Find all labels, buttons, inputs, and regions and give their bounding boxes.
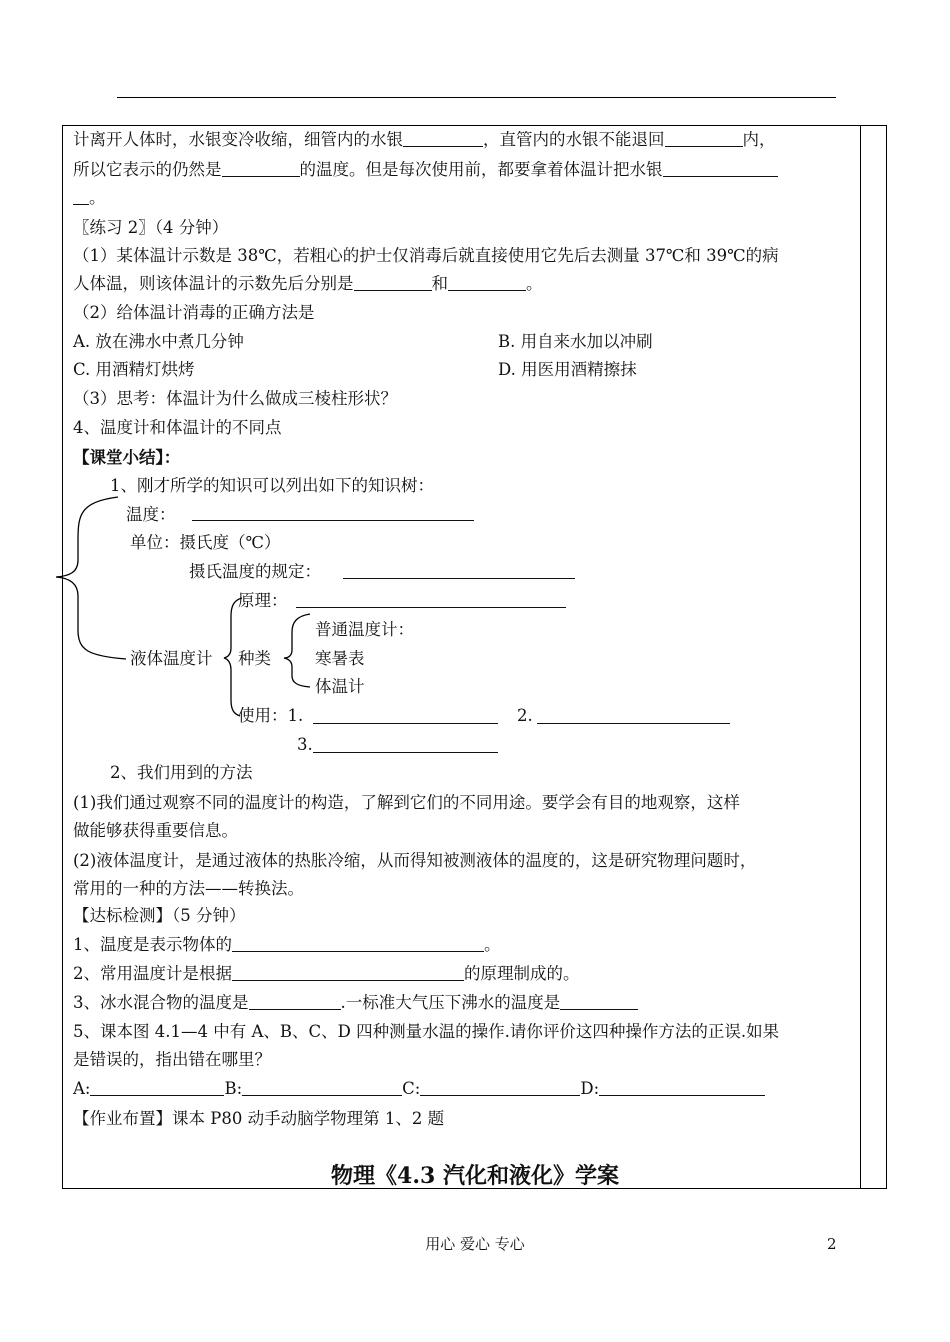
blank xyxy=(73,189,89,205)
text-line-3 xyxy=(73,188,106,208)
text: 所以它表示的仍然是 xyxy=(73,160,222,179)
tree-body-thermometer: 体温计 xyxy=(315,677,365,696)
check-2 xyxy=(73,964,580,984)
blank xyxy=(663,161,778,177)
check-5-line-2: 是错误的，指出错在哪里？ xyxy=(73,1050,271,1069)
tree-hanshu: 寒暑表 xyxy=(315,649,365,668)
text: D: xyxy=(580,1079,600,1098)
blank xyxy=(232,965,464,981)
check-heading: 【达标检测】（5 分钟） xyxy=(73,906,246,925)
text: 1、温度是表示物体的 xyxy=(73,935,232,954)
option-a: A. 放在沸水中煮几分钟 xyxy=(73,332,244,351)
blank xyxy=(242,1080,402,1096)
text: 的温度。但是每次使用前，都要拿着体温计把水银 xyxy=(299,160,663,179)
exercise-2-heading: 〖练习 2〗（4 分钟） xyxy=(73,218,229,237)
text: B: xyxy=(224,1079,243,1098)
tree-rule: 摄氏温度的规定： xyxy=(189,562,321,581)
text: 。 xyxy=(89,188,106,207)
question-1-line-1: （1）某体温计示数是 38℃，若粗心的护士仅消毒后就直接使用它先后去测量 37℃和 39℃的病 xyxy=(73,246,779,265)
text: 的原理制成的。 xyxy=(464,964,580,983)
summary-1: 1、刚才所学的知识可以列出如下的知识树： xyxy=(110,476,434,495)
text: ，直管内的水银不能退回 xyxy=(483,130,665,149)
blank xyxy=(403,131,483,147)
blank xyxy=(192,520,474,521)
blank xyxy=(90,1080,224,1096)
blank xyxy=(420,1080,580,1096)
tree-kind: 种类 xyxy=(238,649,271,668)
summary-heading: 【课堂小结】： xyxy=(73,448,181,467)
tree-use: 使用：1. xyxy=(238,706,304,725)
method-2-line-2: 常用的一种的方法——转换法。 xyxy=(73,879,304,898)
question-1-line-2 xyxy=(73,274,543,294)
text: 内， xyxy=(742,130,776,149)
blank xyxy=(296,607,566,608)
table-right-column xyxy=(860,126,861,1188)
blank xyxy=(343,578,575,579)
text: .一标准大气压下沸水的温度是 xyxy=(340,993,561,1012)
text: 2、常用温度计是根据 xyxy=(73,964,232,983)
check-5-line-1: 5、课本图 4.1—4 中有 A、B、C、D 四种测量水温的操作.请你评价这四种操作方法的正误.如果 xyxy=(73,1022,780,1041)
text: 。 xyxy=(484,935,501,954)
text: 和 xyxy=(431,274,448,293)
question-2: （2）给体温计消毒的正确方法是 xyxy=(73,303,315,322)
option-d: D. 用医用酒精擦抹 xyxy=(498,360,637,379)
text: 人体温，则该体温计的示数先后分别是 xyxy=(73,274,354,293)
check-3 xyxy=(73,993,638,1013)
tree-principle: 原理： xyxy=(238,591,288,610)
footer-motto: 用心 爱心 专心 xyxy=(425,1235,525,1253)
text-line-2 xyxy=(73,160,778,180)
question-3: （3）思考：体温计为什么做成三棱柱形状？ xyxy=(73,389,397,408)
blank xyxy=(537,723,730,724)
page-number: 2 xyxy=(827,1235,837,1253)
text-line-1 xyxy=(73,130,776,150)
point-4: 4、温度计和体温计的不同点 xyxy=(73,418,282,437)
tree-liquid-thermometer: 液体温度计 xyxy=(130,649,213,668)
tree-unit: 单位：摄氏度（℃） xyxy=(130,533,281,552)
text: 。 xyxy=(526,274,543,293)
tree-use-3: 3. xyxy=(297,735,313,754)
method-1-line-2: 做能够获得重要信息。 xyxy=(73,821,238,840)
blank xyxy=(249,994,341,1010)
blank xyxy=(599,1080,765,1096)
blank xyxy=(222,161,300,177)
option-c: C. 用酒精灯烘烤 xyxy=(73,360,195,379)
option-b: B. 用自来水加以冲刷 xyxy=(498,332,653,351)
text: 3、冰水混合物的温度是 xyxy=(73,993,249,1012)
blank xyxy=(313,752,498,753)
text: A: xyxy=(73,1079,91,1098)
check-5-answers xyxy=(73,1079,765,1099)
summary-2: 2、我们用到的方法 xyxy=(110,763,253,782)
blank xyxy=(354,275,432,291)
tree-temperature: 温度： xyxy=(126,505,176,524)
method-2-line-1: (2)液体温度计，是通过液体的热胀冷缩，从而得知被测液体的温度的，这是研究物理问题时， xyxy=(73,851,757,870)
header-rule xyxy=(117,97,836,98)
blank xyxy=(560,994,638,1010)
page-title: 物理《4.3 汽化和液化》学案 xyxy=(331,1163,619,1189)
blank xyxy=(232,936,484,952)
homework: 【作业布置】课本 P80 动手动脑学物理第 1、2 题 xyxy=(73,1109,445,1128)
tree-use-2: 2. xyxy=(517,706,533,725)
tree-normal-thermometer: 普通温度计： xyxy=(315,620,414,639)
blank xyxy=(665,131,743,147)
blank xyxy=(448,275,526,291)
text: 计离开人体时，水银变冷收缩，细管内的水银 xyxy=(73,130,403,149)
check-1 xyxy=(73,935,501,955)
text: C: xyxy=(402,1079,421,1098)
blank xyxy=(313,723,498,724)
method-1-line-1: (1)我们通过观察不同的温度计的构造，了解到它们的不同用途。要学会有目的地观察，这样 xyxy=(73,793,740,812)
